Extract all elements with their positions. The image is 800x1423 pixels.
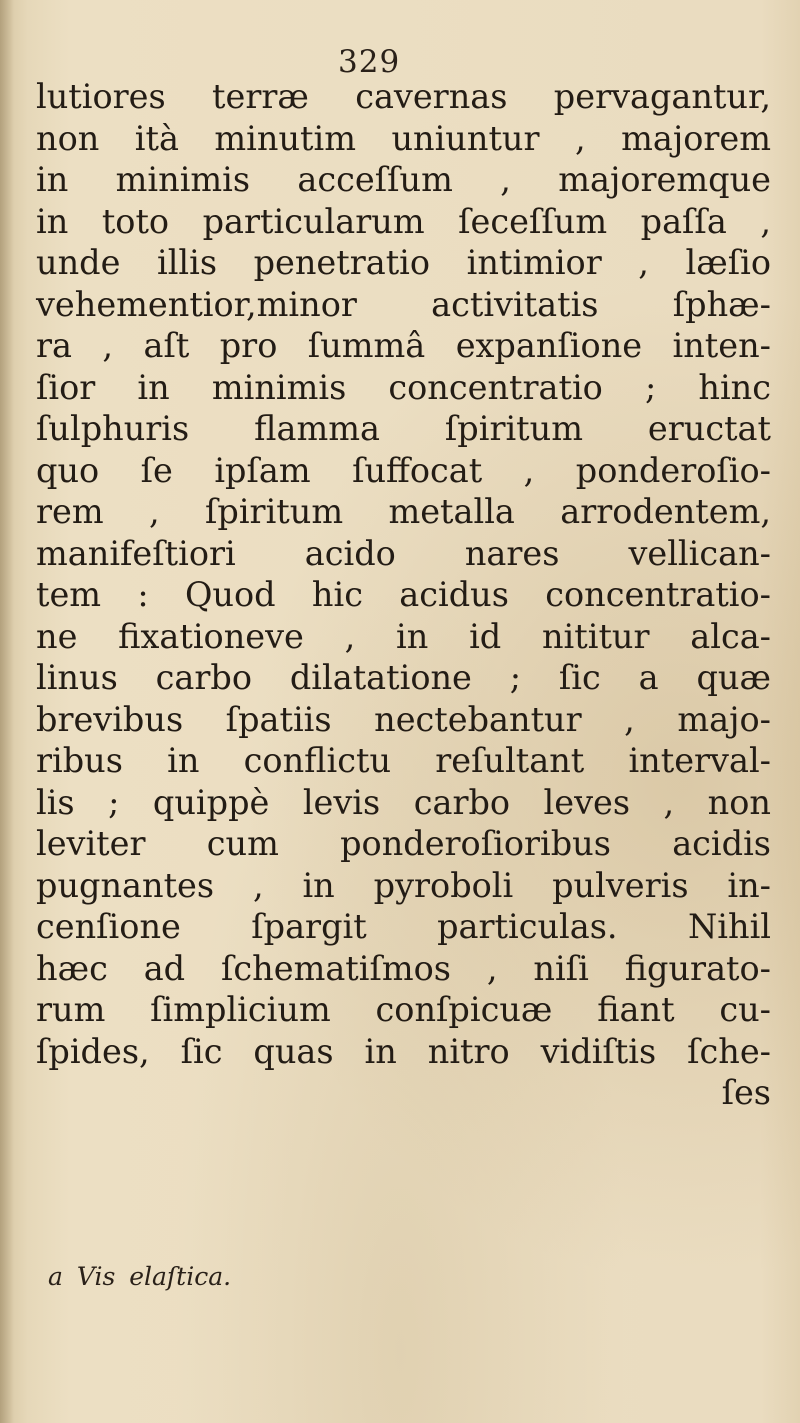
text-line: pugnantes , in pyroboli pulveris in-: [36, 865, 771, 905]
text-line: leviter cum ponderoſioribus acidis: [36, 824, 771, 863]
catchword: ſes: [721, 1073, 771, 1112]
footnote: a Vis elaſtica.: [48, 1262, 232, 1291]
text-line: rum ſimplicium conſpicuæ fiant cu-: [36, 990, 771, 1029]
text-line: ribus in conflictu reſultant interval-: [36, 741, 771, 780]
text-line: vehementior,minor activitatis ſphæ-: [36, 284, 771, 324]
text-line: in toto particularum ſeceſſum paſſa ,: [36, 201, 771, 241]
text-line: tem : Quod hic acidus concentratio-: [36, 575, 771, 614]
text-line: in minimis acceſſum , majoremque: [36, 160, 771, 199]
text-line: lutiores terræ cavernas pervagantur,: [36, 77, 771, 116]
text-line: manifeſtiori acido nares vellican-: [36, 533, 771, 573]
text-line: quo ſe ipſam ſuffocat , ponderoſio-: [36, 450, 771, 490]
text-line: non ità minutim uniuntur , majorem: [36, 118, 771, 158]
text-line: linus carbo dilatatione ; ſic a quæ: [36, 658, 771, 697]
gutter-shadow: [0, 0, 14, 1423]
text-line: ra , aſt pro ſummâ expanſione inten-: [36, 326, 771, 365]
text-line: hæc ad ſchematiſmos , niſi figurato-: [36, 948, 771, 988]
text-line: ſpides, ſic quas in nitro vidiſtis ſche-: [36, 1031, 771, 1071]
text-line: brevibus ſpatiis nectebantur , majo-: [36, 699, 771, 739]
text-line: lis ; quippè levis carbo leves , non: [36, 782, 771, 822]
page-number: 329: [338, 44, 401, 80]
body-text: [36, 76, 771, 1114]
text-line: unde illis penetratio intimior , læſio: [36, 243, 771, 282]
text-line: cenſione ſpargit particulas. Nihil: [36, 907, 771, 946]
text-line: ſior in minimis concentratio ; hinc: [36, 367, 771, 407]
text-line: ne fixationeve , in id nititur alca-: [36, 616, 771, 656]
text-line: ſulphuris flamma ſpiritum eructat: [36, 409, 771, 448]
text-line: rem , ſpiritum metalla arrodentem,: [36, 492, 771, 531]
